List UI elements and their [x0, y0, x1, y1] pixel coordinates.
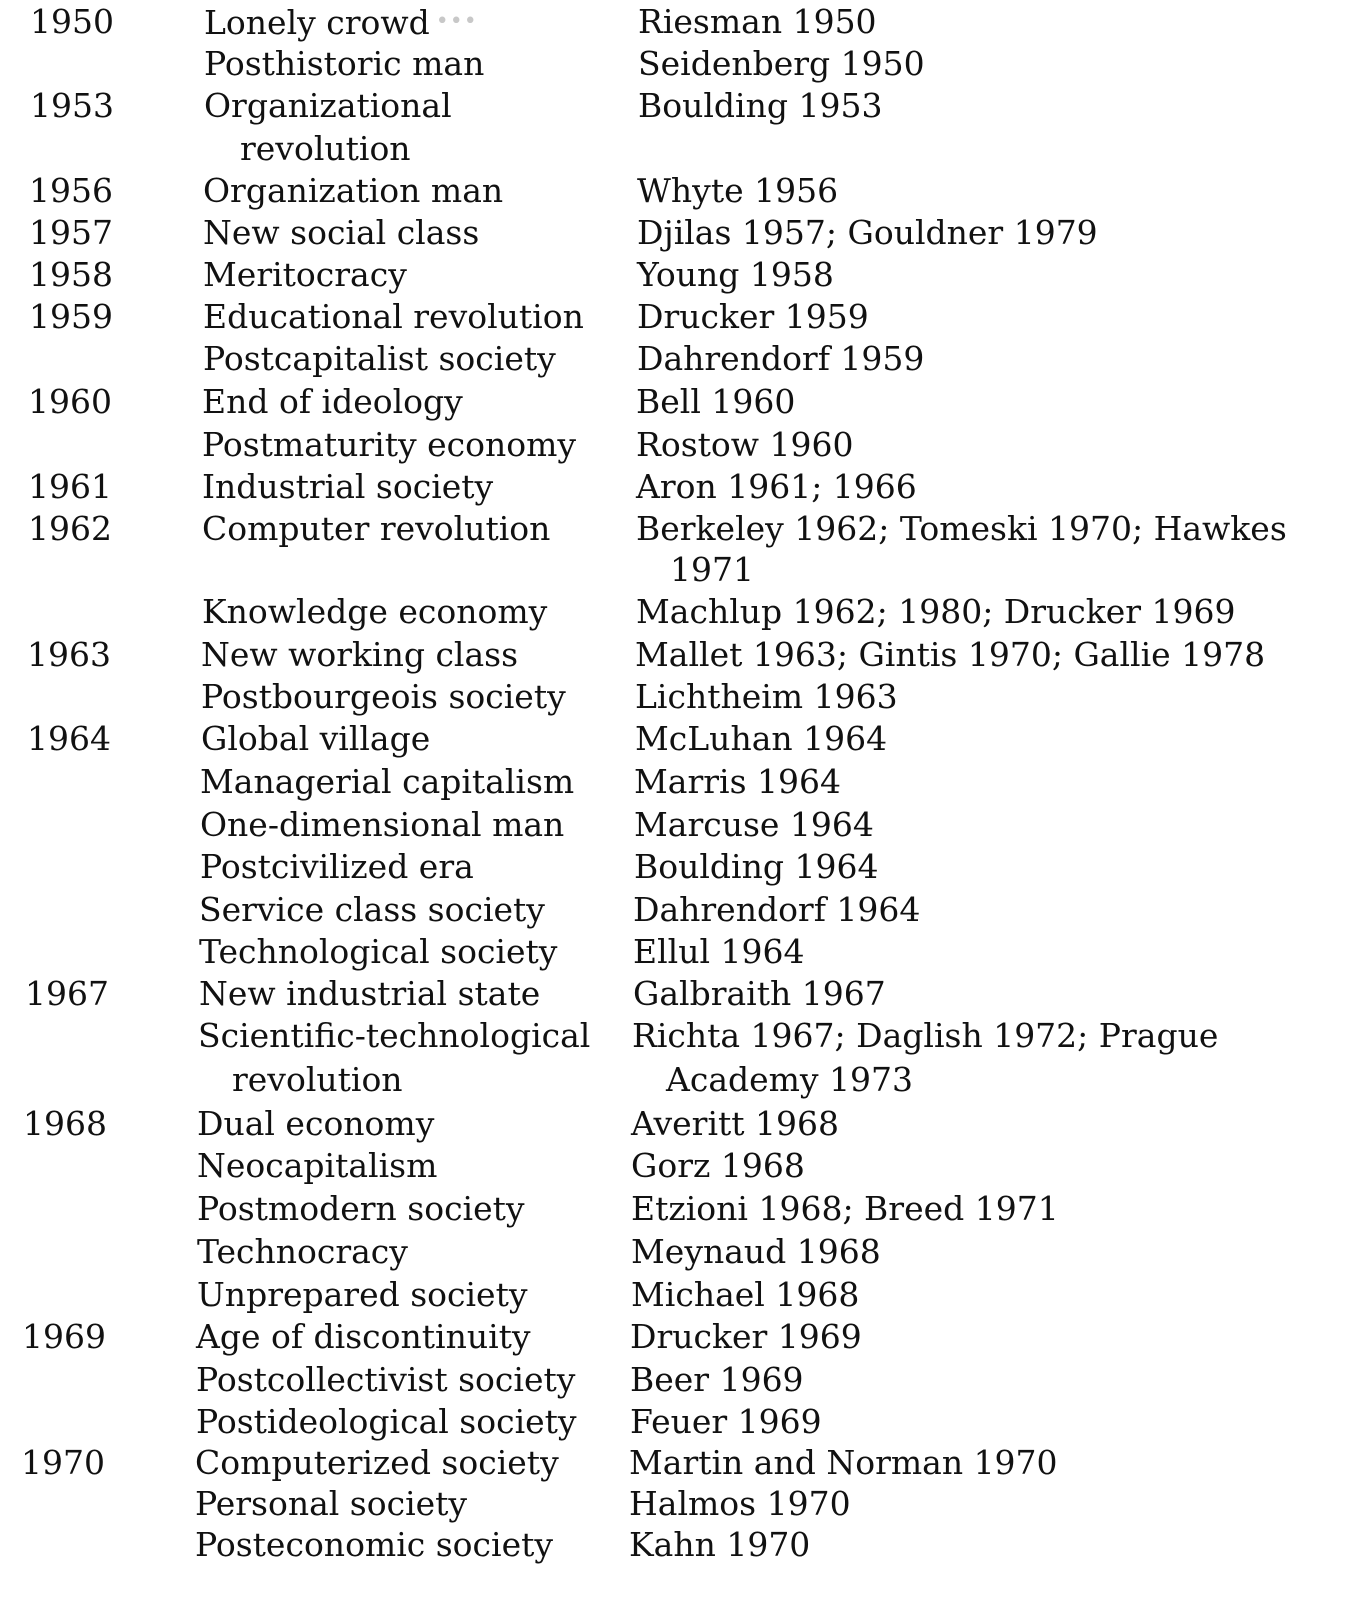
term-cell — [203, 253, 407, 297]
year-cell: 1967 — [25, 974, 109, 1013]
source-cell: Meynaud 1968 — [631, 1232, 881, 1271]
source-cell: Kahn 1970 — [629, 1525, 811, 1564]
term-cell — [197, 1230, 408, 1274]
table-row — [22, 1400, 1322, 1444]
table-row — [30, 84, 1330, 128]
term-text: Postcollectivist society — [196, 1360, 576, 1399]
term-text: Postideological society — [196, 1402, 577, 1441]
source-cell: Djilas 1957; Gouldner 1979 — [637, 213, 1098, 252]
source-cell: Beer 1969 — [630, 1360, 804, 1399]
term-cell — [204, 0, 478, 45]
year-cell: 1961 — [28, 467, 112, 506]
table-row — [26, 760, 1326, 804]
term-text: Technocracy — [197, 1232, 408, 1271]
term-text: Computer revolution — [202, 509, 551, 548]
term-cell — [198, 1058, 403, 1102]
source-cell: Riesman 1950 — [638, 2, 877, 41]
table-row — [21, 1482, 1321, 1526]
term-text: Knowledge economy — [202, 592, 548, 631]
source-cell: 1971 — [670, 550, 754, 589]
table-row — [29, 337, 1329, 381]
source-cell: Berkeley 1962; Tomeski 1970; Hawkes — [636, 509, 1287, 548]
table-row — [22, 1315, 1322, 1359]
term-text: Lonely crowd — [204, 3, 430, 42]
term-text: Unprepared society — [197, 1275, 528, 1314]
year-cell: 1958 — [29, 255, 113, 294]
table-row — [21, 1523, 1321, 1567]
source-cell: Aron 1961; 1966 — [636, 467, 917, 506]
table-row — [25, 930, 1325, 974]
term-text: Global village — [201, 719, 431, 758]
year-cell: 1962 — [28, 509, 112, 548]
term-text: revolution — [240, 129, 411, 168]
table-row — [26, 845, 1326, 889]
term-text: Scientific-technological — [198, 1016, 591, 1055]
table-row — [26, 803, 1326, 847]
term-cell — [197, 1144, 437, 1188]
year-cell: 1950 — [30, 2, 114, 41]
source-cell: Machlup 1962; 1980; Drucker 1969 — [636, 592, 1236, 631]
year-cell: 1960 — [28, 382, 112, 421]
term-text: Posteconomic society — [195, 1525, 554, 1564]
table-row — [23, 1187, 1323, 1231]
term-cell — [195, 1441, 559, 1485]
term-text: Postcivilized era — [200, 847, 474, 886]
table-row — [28, 548, 1328, 592]
term-cell — [195, 1482, 467, 1526]
source-cell: Academy 1973 — [666, 1060, 914, 1099]
term-text: Meritocracy — [203, 255, 407, 294]
term-cell — [202, 423, 576, 467]
term-cell — [202, 465, 493, 509]
year-cell: 1963 — [27, 635, 111, 674]
table-row — [28, 507, 1328, 551]
term-text: Industrial society — [202, 467, 494, 506]
term-text: Technological society — [199, 932, 558, 971]
term-cell — [203, 169, 503, 213]
term-cell — [202, 380, 463, 424]
term-cell — [200, 760, 574, 804]
more-options-icon[interactable]: ••• — [435, 9, 478, 34]
table-row — [23, 1144, 1323, 1188]
term-text: Posthistoric man — [204, 44, 485, 83]
source-cell: Mallet 1963; Gintis 1970; Gallie 1978 — [635, 635, 1266, 674]
term-text: Dual economy — [197, 1104, 435, 1143]
source-cell: Rostow 1960 — [636, 425, 854, 464]
source-cell: Ellul 1964 — [633, 932, 805, 971]
source-cell: Dahrendorf 1959 — [637, 339, 925, 378]
table-row — [30, 0, 1330, 44]
term-cell — [197, 1187, 525, 1231]
source-cell: Lichtheim 1963 — [635, 677, 898, 716]
term-cell — [197, 1102, 434, 1146]
term-text: Managerial capitalism — [200, 762, 575, 801]
term-text: Postmodern society — [197, 1189, 525, 1228]
term-cell — [199, 930, 557, 974]
year-cell: 1968 — [23, 1104, 107, 1143]
term-cell — [196, 1400, 577, 1444]
table-row — [23, 1102, 1323, 1146]
source-cell: Galbraith 1967 — [633, 974, 886, 1013]
term-text: One-dimensional man — [200, 805, 565, 844]
term-cell — [203, 295, 584, 339]
term-text: New industrial state — [199, 974, 541, 1013]
year-cell: 1957 — [29, 213, 113, 252]
table-row — [30, 42, 1330, 86]
source-cell: Averitt 1968 — [631, 1104, 839, 1143]
year-cell: 1956 — [29, 171, 113, 210]
term-cell — [201, 675, 566, 719]
source-cell: Halmos 1970 — [629, 1484, 851, 1523]
year-cell: 1964 — [27, 719, 111, 758]
term-cell — [202, 590, 547, 634]
term-cell — [199, 972, 540, 1016]
source-cell: Drucker 1969 — [630, 1317, 862, 1356]
year-cell: 1959 — [29, 297, 113, 336]
term-cell — [204, 84, 452, 128]
source-cell: Richta 1967; Daglish 1972; Prague — [632, 1016, 1219, 1055]
table-row — [24, 1058, 1324, 1102]
term-text: Service class society — [199, 890, 545, 929]
source-cell: Drucker 1959 — [637, 297, 869, 336]
term-cell — [201, 633, 518, 677]
term-text: Organization man — [203, 171, 504, 210]
source-cell: Young 1958 — [637, 255, 834, 294]
table-row — [28, 465, 1328, 509]
table-row — [29, 253, 1329, 297]
table-row — [32, 127, 1332, 171]
table-row — [23, 1273, 1323, 1317]
table-row — [28, 590, 1328, 634]
term-text: revolution — [232, 1060, 403, 1099]
year-cell: 1970 — [21, 1443, 105, 1482]
source-cell: Gorz 1968 — [631, 1146, 805, 1185]
source-cell: Boulding 1964 — [634, 847, 879, 886]
table-row — [25, 972, 1325, 1016]
source-cell: Feuer 1969 — [630, 1402, 822, 1441]
table-row — [22, 1358, 1322, 1402]
table-row — [25, 888, 1325, 932]
source-cell: Bell 1960 — [636, 382, 796, 421]
term-cell — [195, 1523, 553, 1567]
term-cell — [198, 1014, 590, 1058]
term-cell — [203, 337, 556, 381]
term-text: Personal society — [195, 1484, 468, 1523]
table-row — [27, 633, 1327, 677]
term-cell — [196, 1358, 575, 1402]
term-text: New social class — [203, 213, 480, 252]
table-row — [27, 717, 1327, 761]
term-cell — [197, 1273, 527, 1317]
table-row — [29, 169, 1329, 213]
source-cell: Michael 1968 — [631, 1275, 860, 1314]
term-text: Computerized society — [195, 1443, 559, 1482]
source-cell: Etzioni 1968; Breed 1971 — [631, 1189, 1059, 1228]
term-cell — [200, 845, 474, 889]
table-row — [24, 1014, 1324, 1058]
term-cell — [196, 1315, 531, 1359]
table-row — [28, 380, 1328, 424]
source-cell: McLuhan 1964 — [635, 719, 888, 758]
table-row — [29, 295, 1329, 339]
term-text: Educational revolution — [203, 297, 584, 336]
source-cell: Whyte 1956 — [637, 171, 839, 210]
term-text: Organizational — [204, 86, 452, 125]
year-cell: 1953 — [30, 86, 114, 125]
term-cell — [201, 717, 430, 761]
term-cell — [202, 507, 550, 551]
term-cell — [204, 42, 484, 86]
source-cell: Marris 1964 — [634, 762, 841, 801]
source-cell: Dahrendorf 1964 — [633, 890, 921, 929]
term-text: End of ideology — [202, 382, 463, 421]
term-text: Postbourgeois society — [201, 677, 566, 716]
term-cell — [203, 211, 479, 255]
term-text: Neocapitalism — [197, 1146, 438, 1185]
table-row — [29, 211, 1329, 255]
term-cell — [199, 888, 545, 932]
source-cell: Marcuse 1964 — [634, 805, 874, 844]
source-cell: Martin and Norman 1970 — [629, 1443, 1058, 1482]
source-cell: Boulding 1953 — [638, 86, 883, 125]
term-cell — [200, 803, 564, 847]
table-row — [28, 423, 1328, 467]
term-cell — [206, 127, 411, 171]
table-row — [27, 675, 1327, 719]
table-row — [21, 1441, 1321, 1485]
table-row — [23, 1230, 1323, 1274]
term-text: Postcapitalist society — [203, 339, 556, 378]
term-text: New working class — [201, 635, 519, 674]
term-text: Postmaturity economy — [202, 425, 577, 464]
term-text: Age of discontinuity — [196, 1317, 531, 1356]
source-cell: Seidenberg 1950 — [638, 44, 925, 83]
year-cell: 1969 — [22, 1317, 106, 1356]
